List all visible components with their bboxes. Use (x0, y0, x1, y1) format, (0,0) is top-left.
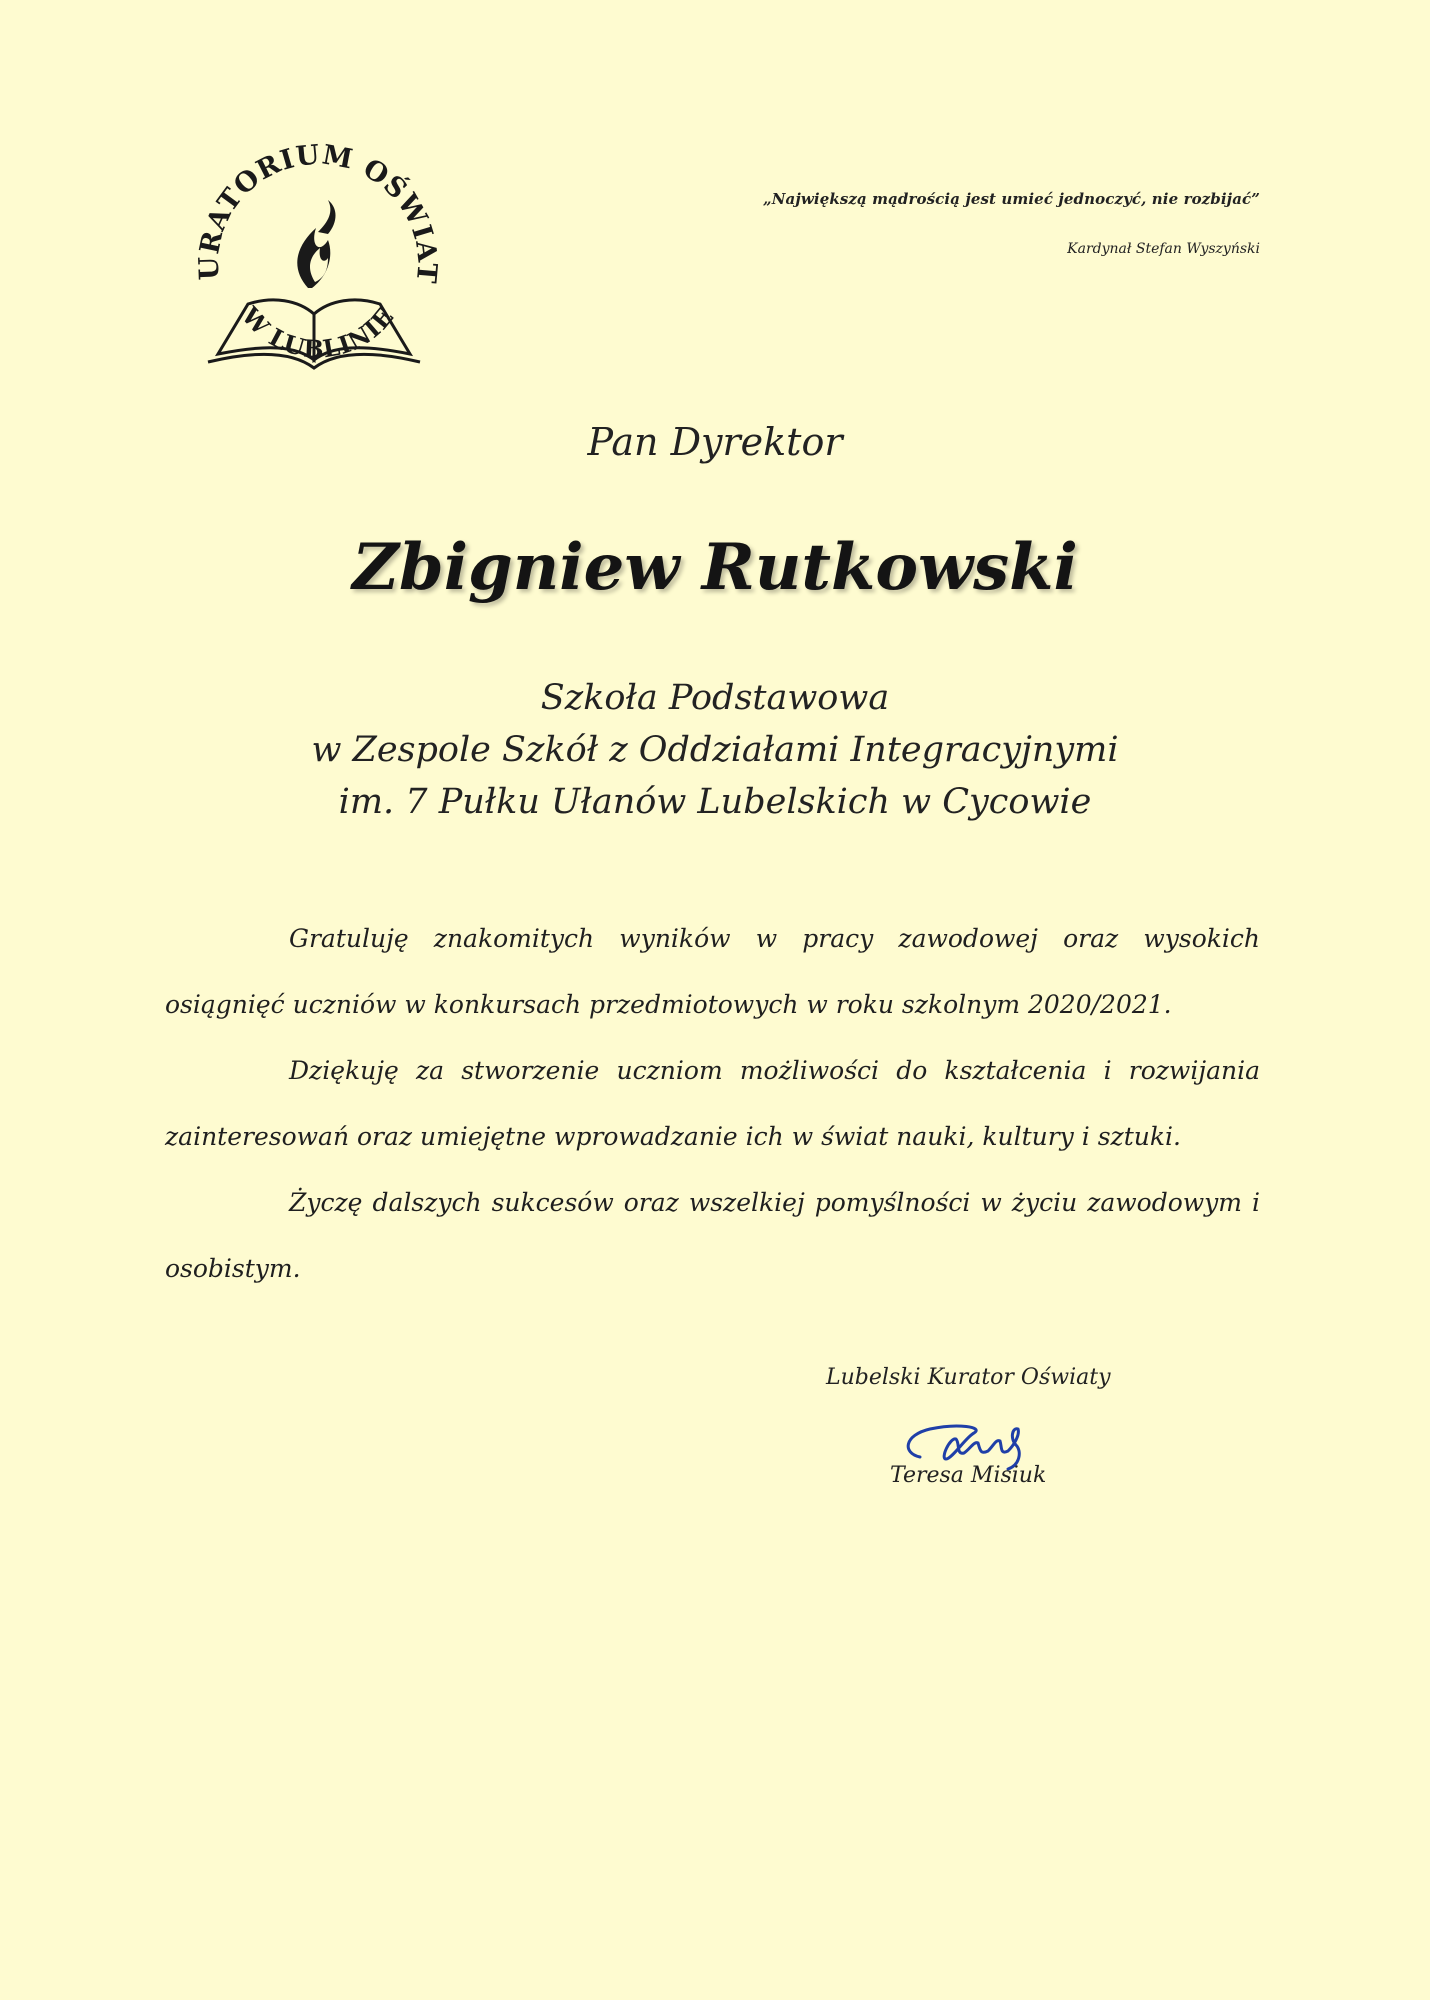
signature-block (800, 1365, 1170, 1488)
recipient-name: Zbigniew Rutkowski (352, 530, 1078, 605)
school-line: w Zespole Szkół z Oddziałami Integracyjnymi (311, 730, 1119, 770)
signatory-title: Lubelski Kurator Oświaty (826, 1365, 1111, 1390)
signatory-name: Teresa Misiuk (890, 1463, 1047, 1488)
book-flame-emblem-icon (178, 136, 448, 406)
motto-quote (763, 190, 1260, 257)
quote-text: „Największą mądrością jest umieć jednoczyć, nie rozbijać” (763, 190, 1260, 208)
body-paragraph: Dziękuję za stworzenie uczniom możliwości do kształcenia i rozwijania zainteresowań oraz umiejętne wprowadzanie ich w świat nauki, kultury i sztuki. (165, 1056, 1260, 1151)
letter-body (165, 906, 1260, 1302)
kuratorium-logo (178, 136, 448, 406)
body-paragraph: Życzę dalszych sukcesów oraz wszelkiej pomyślności w życiu zawodowym i osobistym. (165, 1188, 1260, 1283)
school-line: Szkoła Podstawowa (540, 678, 890, 718)
svg-text:KURATORIUM OŚWIATY: URATORIUM OŚWIAT (193, 139, 443, 286)
salutation: Pan Dyrektor (587, 420, 843, 464)
school-name (0, 672, 1430, 828)
body-paragraph: Gratuluję znakomitych wyników w pracy zawodowej oraz wysokich osiągnięć uczniów w konkursach przedmiotowych w roku szkolnym 2020/2021. (165, 924, 1260, 1019)
svg-text:W LUBLINIE: W LUBLINIE (235, 301, 400, 364)
school-line: im. 7 Pułku Ułanów Lubelskich w Cycowie (338, 782, 1092, 822)
quote-author: Kardynał Stefan Wyszyński (1067, 241, 1260, 257)
